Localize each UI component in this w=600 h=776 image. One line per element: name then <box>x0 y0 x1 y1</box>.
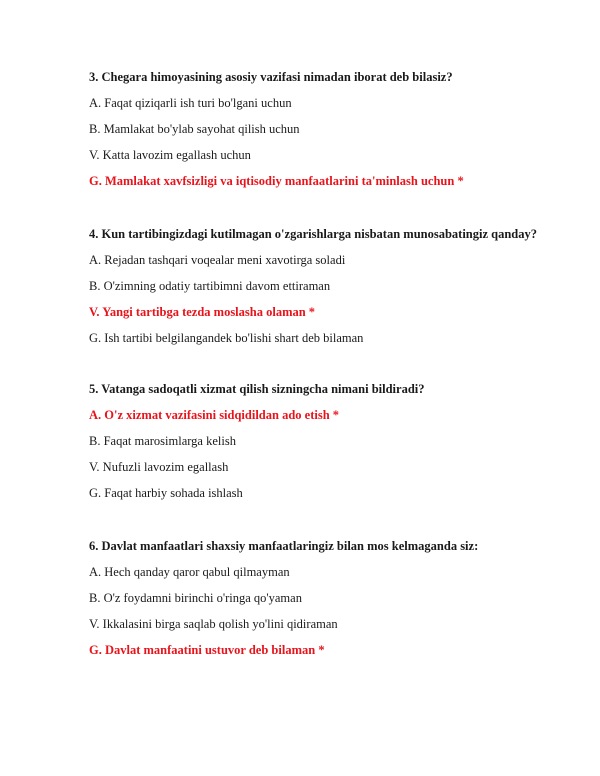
question-title: 4. Kun tartibingizdagi kutilmagan o'zgarishlarga nisbatan munosabatingiz qanday? <box>89 227 538 241</box>
answer-option-v: V. Nufuzli lavozim egallash <box>89 460 229 474</box>
answer-option-v: V. Katta lavozim egallash uchun <box>89 148 251 162</box>
question-title: 5. Vatanga sadoqatli xizmat qilish sizningcha nimani bildiradi? <box>89 382 425 396</box>
answer-option-g-correct: G. Mamlakat xavfsizligi va iqtisodiy manfaatlarini ta'minlash uchun * <box>89 174 464 188</box>
answer-option-b: B. Mamlakat bo'ylab sayohat qilish uchun <box>89 122 300 136</box>
question-6 <box>89 538 569 657</box>
answer-option-a-correct: A. O'z xizmat vazifasini sidqidildan ado etish * <box>89 408 340 422</box>
answer-option-g-correct: G. Davlat manfaatini ustuvor deb bilaman * <box>89 643 325 657</box>
question-title: 6. Davlat manfaatlari shaxsiy manfaatlaringiz bilan mos kelmaganda siz: <box>89 539 479 553</box>
answer-option-v-correct: V. Yangi tartibga tezda moslasha olaman * <box>89 305 316 319</box>
answer-option-a: A. Faqat qiziqarli ish turi bo'lgani uchun <box>89 96 292 110</box>
answer-option-b: B. O'zimning odatiy tartibimni davom ettiraman <box>89 279 331 293</box>
question-5 <box>89 381 569 500</box>
answer-option-v: V. Ikkalasini birga saqlab qolish yo'lini qidiraman <box>89 617 338 631</box>
answer-option-g: G. Faqat harbiy sohada ishlash <box>89 486 243 500</box>
question-4 <box>89 226 569 345</box>
answer-option-a: A. Rejadan tashqari voqealar meni xavotirga soladi <box>89 253 346 267</box>
question-title: 3. Chegara himoyasining asosiy vazifasi nimadan iborat deb bilasiz? <box>89 70 453 84</box>
question-3 <box>89 69 569 188</box>
answer-option-g: G. Ish tartibi belgilangandek bo'lishi shart deb bilaman <box>89 331 364 345</box>
answer-option-b: B. O'z foydamni birinchi o'ringa qo'yaman <box>89 591 302 605</box>
answer-option-b: B. Faqat marosimlarga kelish <box>89 434 236 448</box>
answer-option-a: A. Hech qanday qaror qabul qilmayman <box>89 565 290 579</box>
